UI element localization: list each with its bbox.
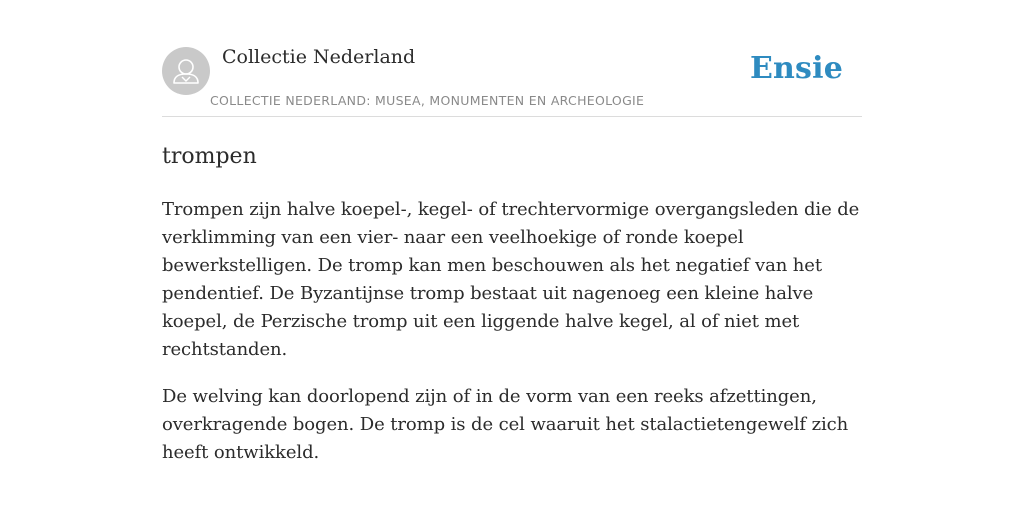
definition-paragraph: De welving kan doorlopend zijn of in de vorm van een reeks afzettingen, overkragende bogen. De tromp is de cel waaruit het stalactietengewelf zich heeft ontwikkeld. xyxy=(162,386,849,463)
avatar[interactable] xyxy=(162,47,210,95)
entry-card xyxy=(162,0,862,467)
author-name-link[interactable]: Collectie Nederland xyxy=(222,46,416,68)
entry-definition xyxy=(162,196,862,467)
user-silhouette-icon xyxy=(162,47,210,95)
source-link[interactable]: COLLECTIE NEDERLAND: MUSEA, MONUMENTEN EN ARCHEOLOGIE xyxy=(210,93,645,108)
entry-term: trompen xyxy=(162,144,257,169)
ensie-logo[interactable]: Ensie xyxy=(749,51,843,86)
entry-header xyxy=(162,0,862,117)
definition-paragraph: Trompen zijn halve koepel-, kegel- of trechtervormige overgangsleden die de verklimming van een vier- naar een veelhoekige of ronde koepel bewerkstelligen. De tromp kan men beschouwen als het negatief van het pendentief. De Byzantijnse tromp bestaat uit nagenoeg een kleine halve koepel, de Perzische tromp uit een liggende halve kegel, al of niet met rechtstanden. xyxy=(162,199,860,360)
